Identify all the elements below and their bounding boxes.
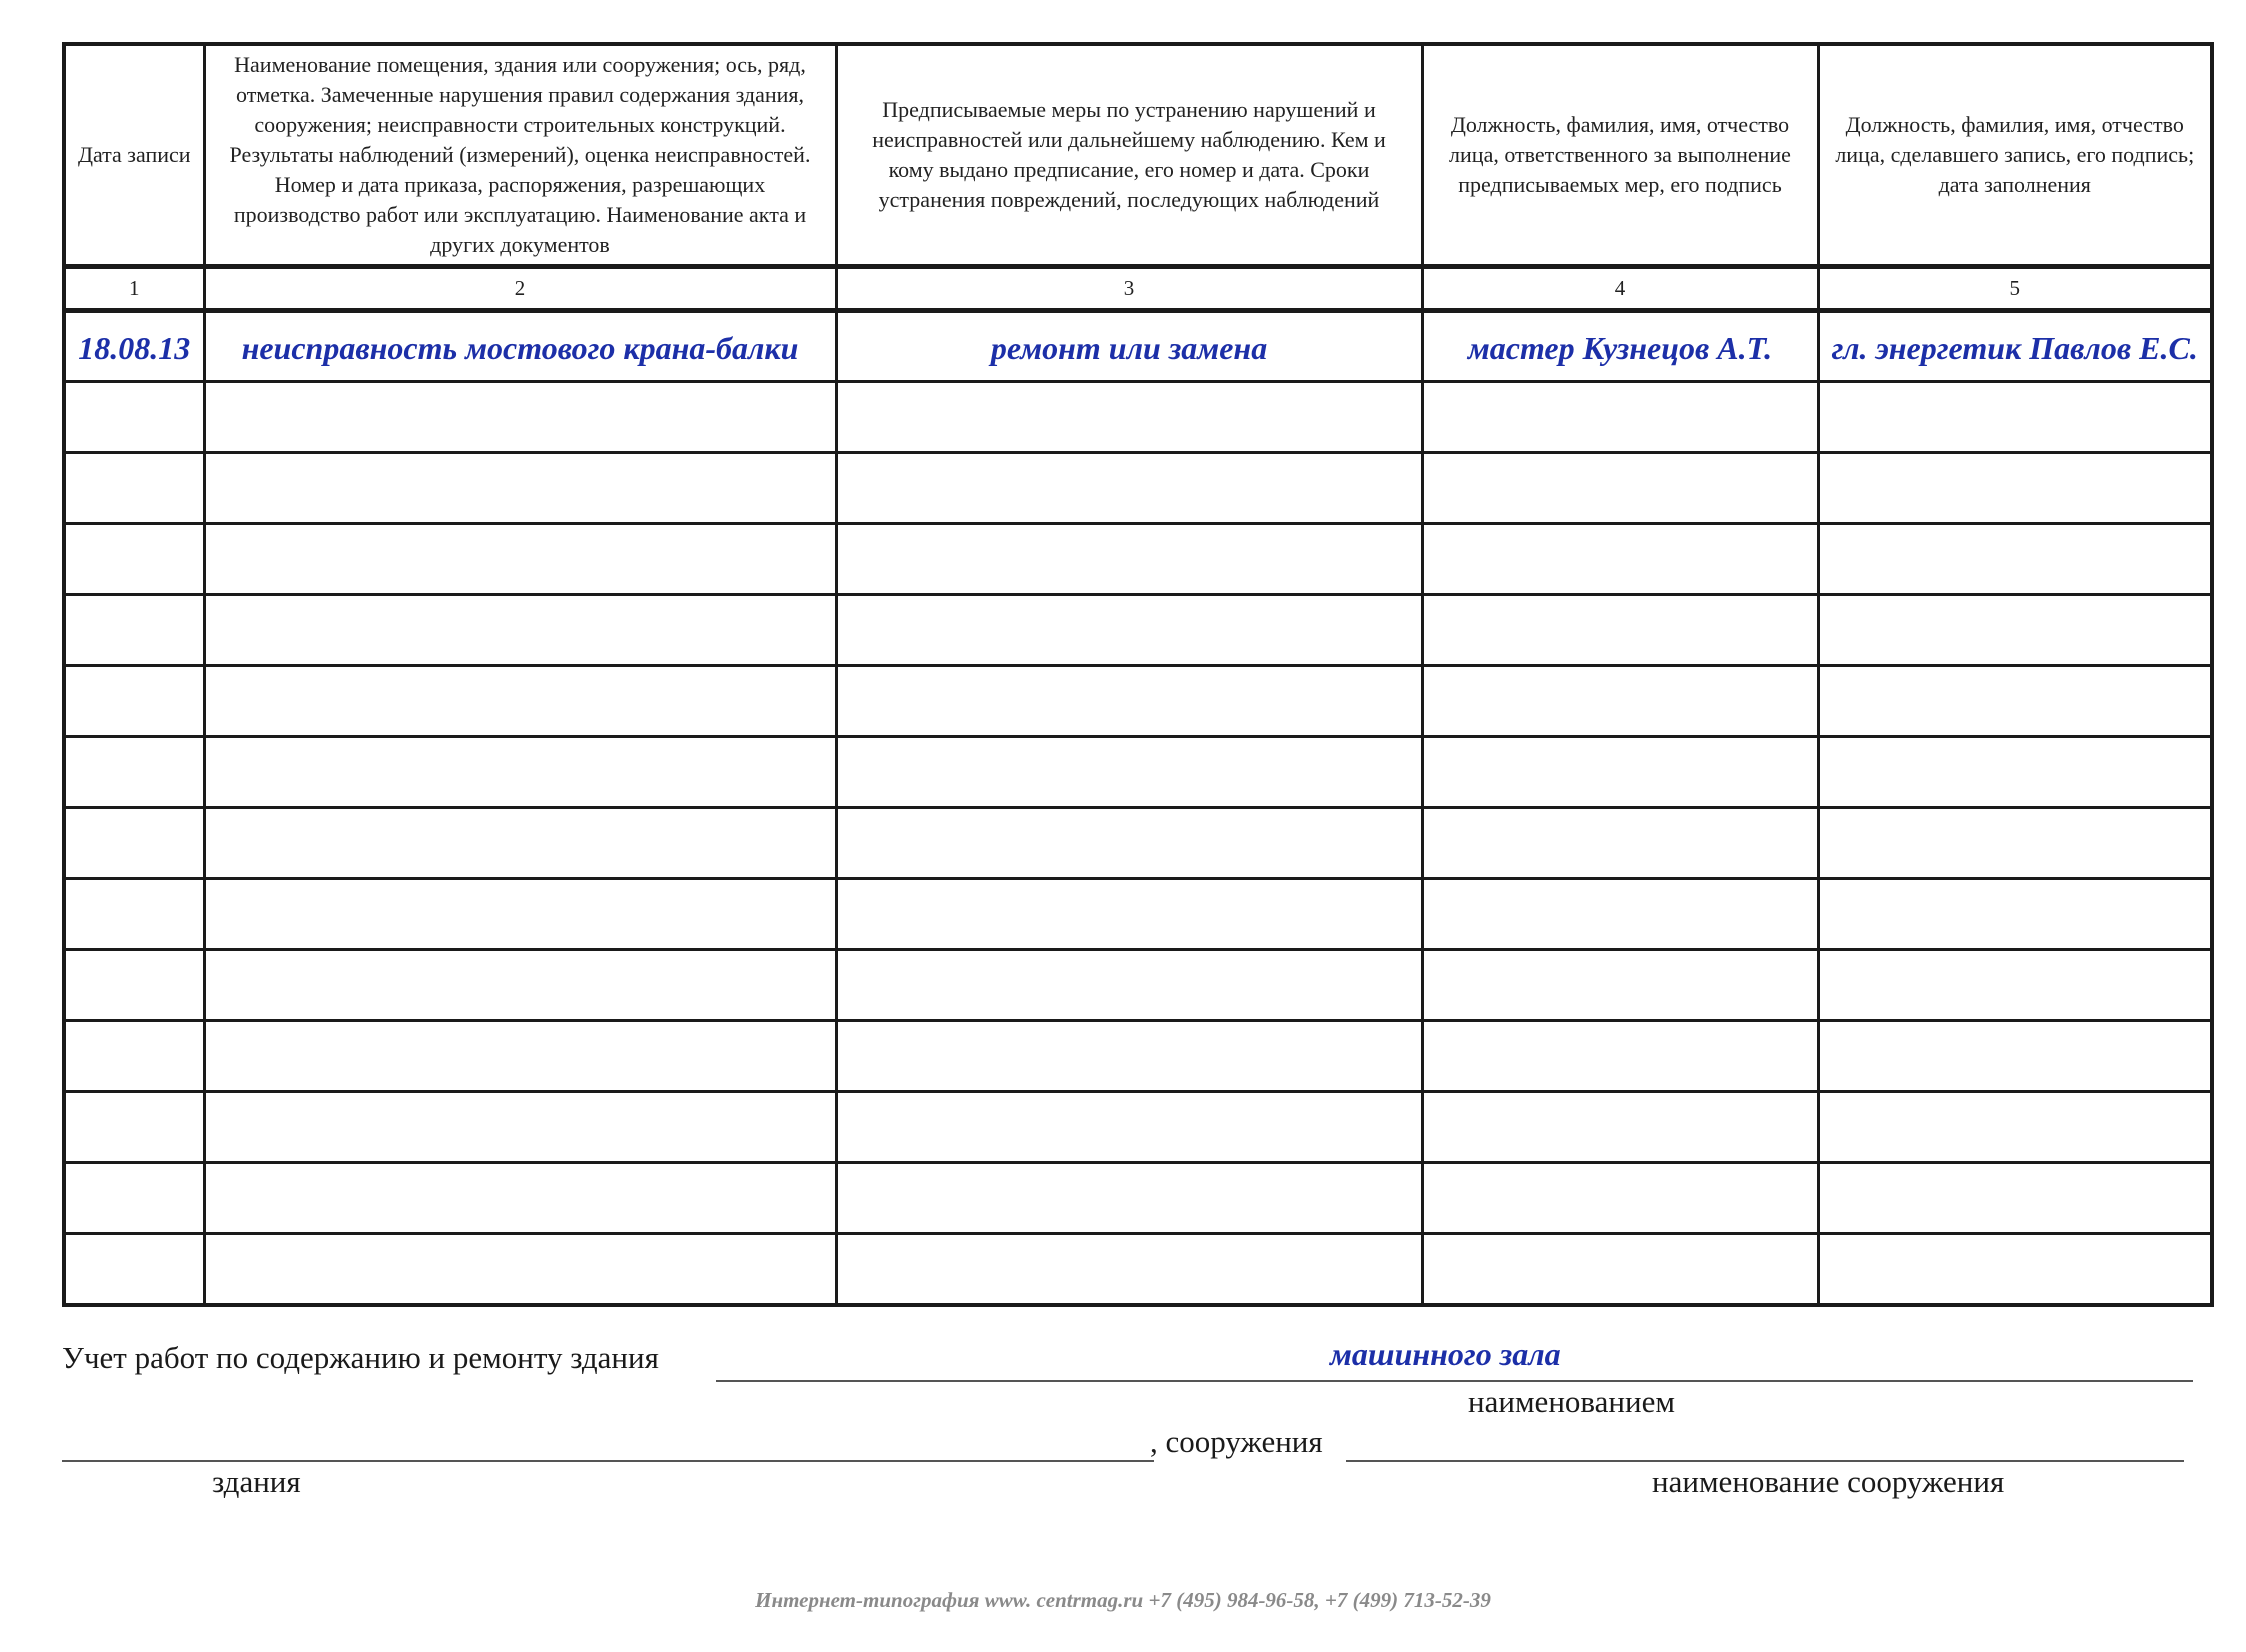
entry-responsible: мастер Кузнецов А.Т.: [1467, 330, 1773, 366]
building-label: Учет работ по содержанию и ремонту здания: [62, 1340, 659, 1375]
entry-recorder: гл. энергетик Павлов Е.С.: [1831, 330, 2198, 366]
cell-measures[interactable]: [836, 950, 1422, 1021]
building-caption-2: здания: [212, 1464, 301, 1499]
cell-date[interactable]: [64, 1234, 204, 1305]
cell-responsible[interactable]: [1422, 1163, 1818, 1234]
cell-measures[interactable]: [836, 666, 1422, 737]
entry-date: 18.08.13: [78, 330, 191, 366]
cell-recorder[interactable]: [1818, 808, 2212, 879]
cell-description[interactable]: [204, 1092, 836, 1163]
table-row[interactable]: [64, 311, 2212, 382]
cell-measures[interactable]: [836, 737, 1422, 808]
cell-description[interactable]: [204, 1163, 836, 1234]
column-number: 1: [64, 267, 204, 311]
cell-description[interactable]: [204, 737, 836, 808]
column-number-row: [64, 267, 2212, 311]
table-row[interactable]: [64, 1234, 2212, 1305]
cell-description[interactable]: [204, 1021, 836, 1092]
header-date: Дата записи: [64, 44, 204, 267]
cell-responsible[interactable]: [1422, 1234, 1818, 1305]
building-name-value: машинного зала: [1330, 1336, 1561, 1372]
structure-name-line[interactable]: [1346, 1460, 2184, 1462]
cell-measures[interactable]: [836, 1021, 1422, 1092]
cell-description[interactable]: [204, 1234, 836, 1305]
cell-description[interactable]: [204, 950, 836, 1021]
structure-caption: наименование сооружения: [1652, 1464, 2005, 1499]
cell-recorder[interactable]: [1818, 1092, 2212, 1163]
table-row[interactable]: [64, 879, 2212, 950]
cell-date[interactable]: [64, 1163, 204, 1234]
cell-recorder[interactable]: [1818, 453, 2212, 524]
cell-responsible[interactable]: [1422, 1092, 1818, 1163]
table-row[interactable]: [64, 1163, 2212, 1234]
cell-recorder[interactable]: [1818, 1234, 2212, 1305]
cell-date[interactable]: [64, 595, 204, 666]
table-row[interactable]: [64, 950, 2212, 1021]
cell-responsible[interactable]: [1422, 595, 1818, 666]
cell-measures[interactable]: [836, 453, 1422, 524]
column-number: 4: [1422, 267, 1818, 311]
cell-recorder[interactable]: [1818, 879, 2212, 950]
cell-responsible[interactable]: [1422, 808, 1818, 879]
cell-recorder[interactable]: [1818, 950, 2212, 1021]
cell-description[interactable]: [204, 382, 836, 453]
cell-responsible[interactable]: [1422, 453, 1818, 524]
cell-responsible[interactable]: [1422, 666, 1818, 737]
cell-responsible[interactable]: [1422, 382, 1818, 453]
cell-date[interactable]: [64, 808, 204, 879]
cell-responsible[interactable]: [1422, 311, 1818, 382]
table-row[interactable]: [64, 595, 2212, 666]
cell-recorder[interactable]: [1818, 524, 2212, 595]
header-recorder: Должность, фамилия, имя, отчество лица, сделавшего запись, его подпись; дата заполнения: [1818, 44, 2212, 267]
column-number: 5: [1818, 267, 2212, 311]
cell-recorder[interactable]: [1818, 666, 2212, 737]
cell-date[interactable]: [64, 1021, 204, 1092]
cell-responsible[interactable]: [1422, 737, 1818, 808]
printer-credit: Интернет-типография www. centrmag.ru +7 (495) 984-96-58, +7 (499) 713-52-39: [755, 1588, 1491, 1612]
cell-measures[interactable]: [836, 808, 1422, 879]
cell-responsible[interactable]: [1422, 950, 1818, 1021]
cell-recorder[interactable]: [1818, 1021, 2212, 1092]
cell-date[interactable]: [64, 737, 204, 808]
header-description: Наименование помещения, здания или сооружения; ось, ряд, отметка. Замеченные нарушения правил содержания здания, сооружения; неисправности строительных конструкций. Результаты наблюдений (измерений), оценка неисправностей. Номер и дата приказа, распоряжения, разрешающих производство работ или эксплуатацию. Наименование акта и других документов: [204, 44, 836, 267]
structure-label: , сооружения: [1150, 1424, 1323, 1459]
cell-measures[interactable]: [836, 524, 1422, 595]
table-row[interactable]: [64, 524, 2212, 595]
cell-measures[interactable]: [836, 595, 1422, 666]
cell-measures[interactable]: [836, 1092, 1422, 1163]
table-row[interactable]: [64, 666, 2212, 737]
cell-description[interactable]: [204, 524, 836, 595]
cell-measures[interactable]: [836, 382, 1422, 453]
cell-measures[interactable]: [836, 311, 1422, 382]
header-measures: Предписываемые меры по устранению нарушений и неисправностей или дальнейшему наблюдению. Кем и кому выдано предписание, его номер и дата. Сроки устранения повреждений, последующих наблюдений: [836, 44, 1422, 267]
cell-measures[interactable]: [836, 1163, 1422, 1234]
header-responsible: Должность, фамилия, имя, отчество лица, ответственного за выполнение предписываемых мер, его подпись: [1422, 44, 1818, 267]
table-header-row: [64, 44, 2212, 267]
cell-date[interactable]: [64, 311, 204, 382]
cell-responsible[interactable]: [1422, 879, 1818, 950]
cell-recorder[interactable]: [1818, 595, 2212, 666]
cell-measures[interactable]: [836, 1234, 1422, 1305]
cell-recorder[interactable]: [1818, 1163, 2212, 1234]
entry-measures: ремонт или замена: [990, 330, 1268, 366]
cell-date[interactable]: [64, 666, 204, 737]
building-name-line[interactable]: [716, 1380, 2193, 1382]
cell-responsible[interactable]: [1422, 524, 1818, 595]
column-number: 2: [204, 267, 836, 311]
cell-recorder[interactable]: [1818, 382, 2212, 453]
cell-description[interactable]: [204, 453, 836, 524]
table-row[interactable]: [64, 382, 2212, 453]
cell-date[interactable]: [64, 524, 204, 595]
cell-recorder[interactable]: [1818, 311, 2212, 382]
cell-date[interactable]: [64, 950, 204, 1021]
cell-description[interactable]: [204, 879, 836, 950]
table-row[interactable]: [64, 737, 2212, 808]
cell-description[interactable]: [204, 311, 836, 382]
table-row[interactable]: [64, 453, 2212, 524]
cell-description[interactable]: [204, 595, 836, 666]
cell-responsible[interactable]: [1422, 1021, 1818, 1092]
maintenance-log-table: [62, 42, 2214, 1307]
cell-date[interactable]: [64, 453, 204, 524]
building-caption: наименованием: [1468, 1384, 1675, 1419]
table-row[interactable]: [64, 808, 2212, 879]
cell-date[interactable]: [64, 382, 204, 453]
cell-date[interactable]: [64, 1092, 204, 1163]
cell-description[interactable]: [204, 666, 836, 737]
entry-description: неисправность мостового крана-балки: [241, 330, 799, 366]
cell-recorder[interactable]: [1818, 737, 2212, 808]
cell-date[interactable]: [64, 879, 204, 950]
building-name-line-2[interactable]: [62, 1460, 1154, 1462]
table-row[interactable]: [64, 1021, 2212, 1092]
table-row[interactable]: [64, 1092, 2212, 1163]
cell-measures[interactable]: [836, 879, 1422, 950]
cell-description[interactable]: [204, 808, 836, 879]
column-number: 3: [836, 267, 1422, 311]
